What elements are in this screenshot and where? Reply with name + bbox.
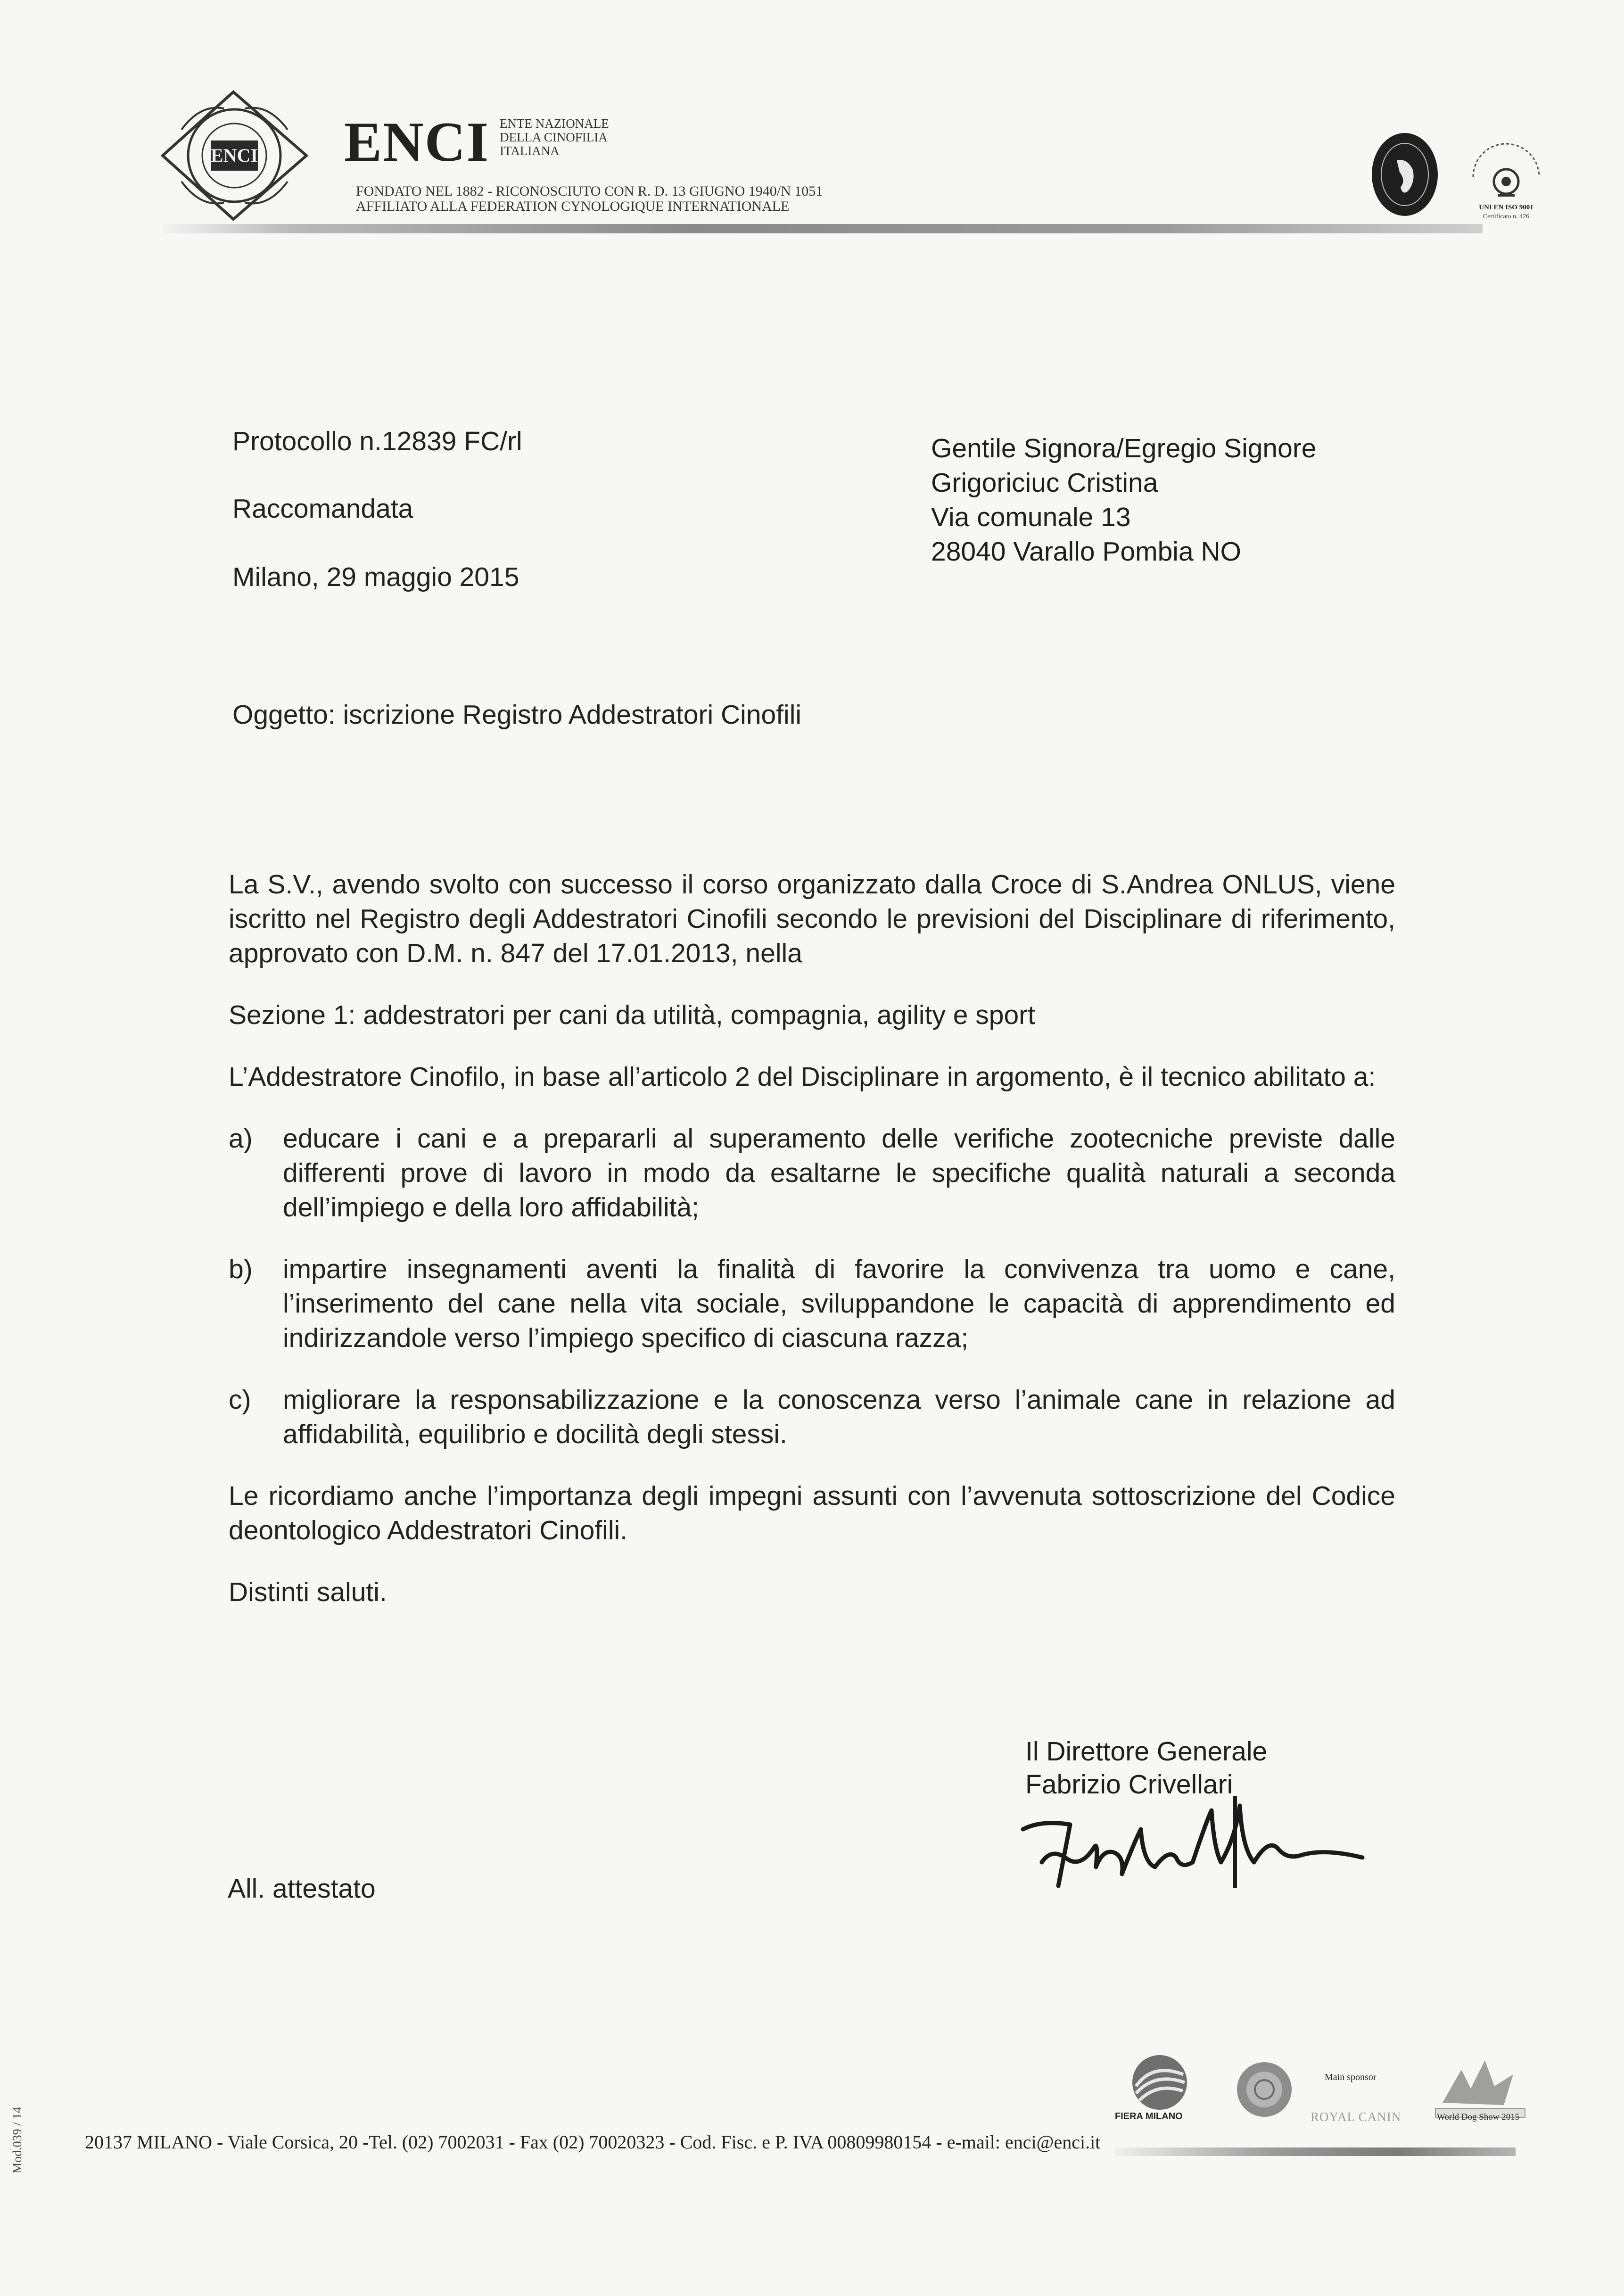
list-marker: b): [229, 1254, 253, 1284]
org-name-line-1: ENTE NAZIONALE: [500, 116, 609, 131]
footer-address: 20137 MILANO - Viale Corsica, 20 -Tel. (02) 7002031 - Fax (02) 70020323 - Cod. Fisc. e P. IVA 00809980154 - e-mail: enci@enci.it: [85, 2131, 1101, 2153]
signatory-name: Fabrizio Crivellari: [1025, 1769, 1233, 1800]
world-dog-show-label: World Dog Show 2015: [1437, 2112, 1520, 2122]
signatory-title: Il Direttore Generale: [1025, 1736, 1268, 1767]
foundation-line-1: FONDATO NEL 1882 - RICONOSCIUTO CON R. D. 13 GIUGNO 1940/N 1051: [356, 183, 823, 199]
recipient-street: Via comunale 13: [931, 502, 1131, 532]
closing-paragraph: Le ricordiamo anche l’importanza degli impegni assunti con l’avvenuta sottoscrizione del Codice deontologico Addestratori Cinofili.: [229, 1481, 1395, 1545]
accredia-logo: [1369, 125, 1440, 224]
body-paragraph-1: La S.V., avendo svolto con successo il corso organizzato dalla Croce di S.Andrea ONLUS, viene iscritto nel Registro degli Addestratori Cinofili secondo le previsioni del Disciplinare di riferimento, approvato con D.M. n. 847 del 17.01.2013, nella: [229, 869, 1395, 968]
org-full-name: [500, 117, 609, 158]
sponsor-caption: Main sponsor: [1325, 2072, 1377, 2082]
header-divider: [163, 224, 1483, 233]
royal-canin-logo: ROYAL CANIN: [1311, 2110, 1401, 2124]
letter-subject: Oggetto: iscrizione Registro Addestratori Cinofili: [232, 700, 802, 730]
enci-seal-logo: [153, 85, 316, 226]
list-marker: c): [229, 1385, 251, 1415]
foundation-info: [356, 184, 823, 214]
list-item-a: [229, 1122, 1395, 1225]
iso-standard-label: UNI EN ISO 9001: [1479, 204, 1533, 211]
list-item-text: impartire insegnamenti aventi la finalità di favorire la convivenza tra uomo e cane, l’inserimento del cane nella vita sociale, sviluppandone le capacità di apprendimento ed indirizzandole verso l’impiego specifico di ciascuna razza;: [283, 1254, 1395, 1353]
enci-wordmark: ENCI: [344, 110, 490, 173]
list-item-b: [229, 1252, 1395, 1355]
foundation-line-2: AFFILIATO ALLA FEDERATION CYNOLOGIQUE INTERNATIONALE: [356, 198, 790, 214]
handwritten-signature: [1014, 1792, 1372, 1895]
footer-divider: [1115, 2147, 1516, 2156]
mail-type: Raccomandata: [232, 494, 413, 524]
recipient-name: Grigoriciuc Cristina: [931, 468, 1158, 498]
world-dog-show-logo: [1433, 2051, 1527, 2119]
list-item-c: [229, 1383, 1395, 1452]
recipient-city: 28040 Varallo Pombia NO: [931, 537, 1241, 567]
document-code: Mod.039 / 14: [10, 2107, 24, 2173]
fiera-milano-label: FIERA MILANO: [1115, 2111, 1183, 2122]
recipient-salutation: Gentile Signora/Egregio Signore: [931, 433, 1317, 463]
body-paragraph-2: Sezione 1: addestratori per cani da utilità, compagnia, agility e sport: [229, 1000, 1035, 1030]
list-item-text: educare i cani e a prepararli al superamento delle verifiche zootecniche previste dalle differenti prove di lavoro in modo da esaltarne le specifiche qualità naturali a seconda dell’impiego e della loro affidabilità;: [283, 1123, 1395, 1222]
org-name-line-2: DELLA CINOFILIA: [500, 130, 608, 144]
letter-body: [229, 867, 1395, 1637]
place-and-date: Milano, 29 maggio 2015: [232, 562, 519, 592]
protocol-number: Protocollo n.12839 FC/rl: [232, 426, 522, 456]
attachment-note: All. attestato: [228, 1874, 376, 1904]
body-paragraph-3: L’Addestratore Cinofilo, in base all’articolo 2 del Disciplinare in argomento, è il tecnico abilitato a:: [229, 1062, 1376, 1092]
seal-text: ENCI: [210, 145, 258, 166]
iso-certificate-number: Certificato n. 426: [1483, 213, 1530, 220]
fiera-milano-logo: [1129, 2053, 1190, 2112]
recipient-address: [931, 431, 1317, 569]
list-marker: a): [229, 1123, 253, 1154]
org-name-line-3: ITALIANA: [500, 144, 560, 158]
greeting: Distinti saluti.: [229, 1577, 387, 1607]
list-item-text: migliorare la responsabilizzazione e la conoscenza verso l’animale cane in relazione ad affidabilità, equilibrio e docilità degli stessi.: [283, 1385, 1395, 1449]
fci-logo: [1235, 2060, 1294, 2119]
signature-block: [1025, 1735, 1402, 1801]
